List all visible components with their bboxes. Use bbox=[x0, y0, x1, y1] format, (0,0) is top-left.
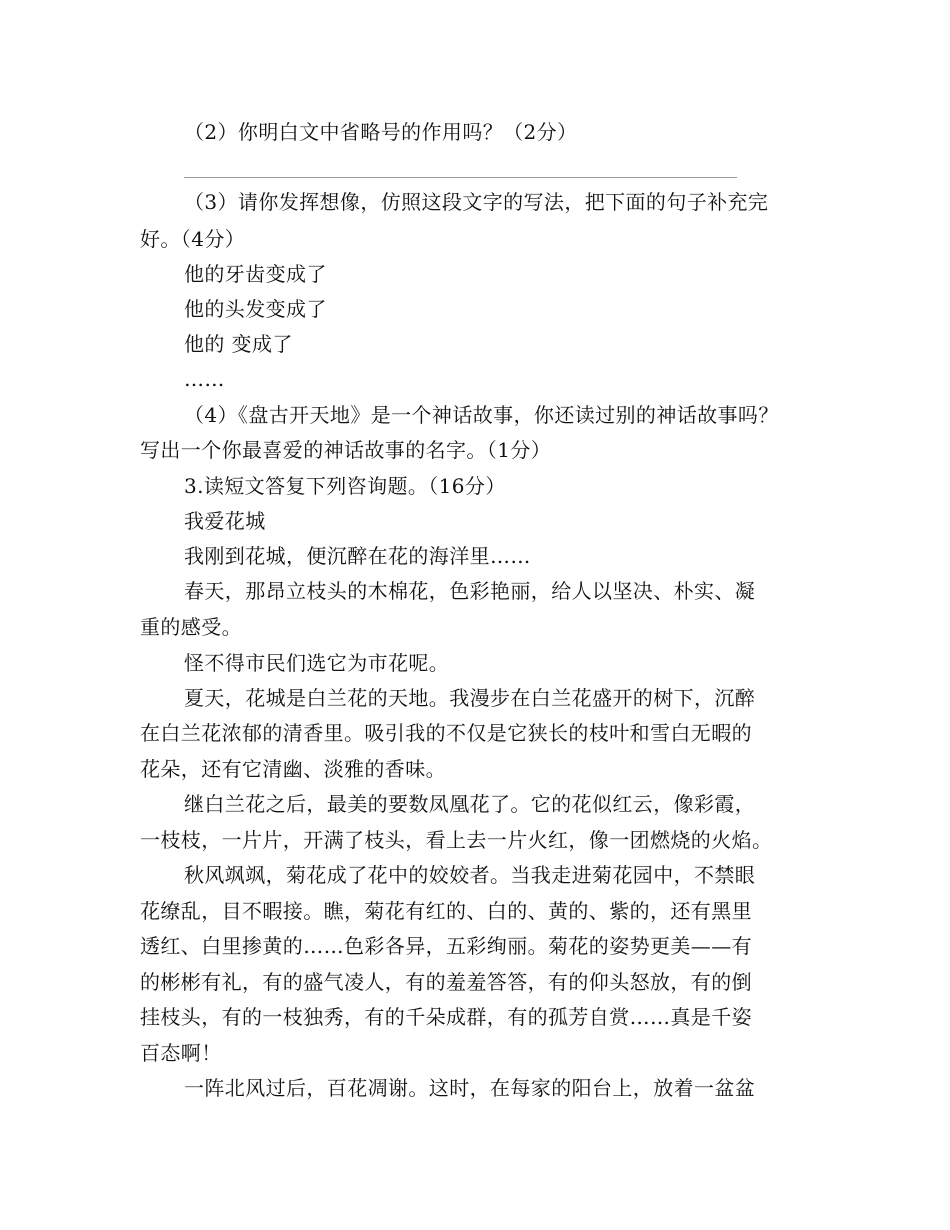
paragraph-line: 春天，那昂立枝头的木棉花，色彩艳丽，给人以坚决、朴实、凝 bbox=[184, 579, 756, 603]
question-3-cont: 好。（4分） bbox=[140, 227, 246, 251]
paragraph-line: 挂枝头，有的一枝独秀，有的千朵成群，有的孤芳自赏……真是千姿 bbox=[140, 1005, 752, 1029]
prompt-line: 他的头发变成了 bbox=[184, 297, 327, 321]
passage-title: 我爱花城 bbox=[184, 509, 266, 533]
paragraph-line: 继白兰花之后，最美的要数凤凰花了。它的花似红云，像彩霞， bbox=[184, 792, 756, 816]
paragraph-line: 百态啊！ bbox=[140, 1041, 222, 1065]
section-heading: 3.读短文答复下列咨询题。（16分） bbox=[184, 474, 506, 498]
prompt-line: 他的牙齿变成了 bbox=[184, 262, 327, 286]
paragraph-line: 在白兰花浓郁的清香里。吸引我的不仅是它狭长的枝叶和雪白无暇的 bbox=[140, 721, 752, 745]
paragraph-line: 怪不得市民们选它为市花呢。 bbox=[184, 651, 450, 675]
paragraph-line: 我刚到花城，便沉醉在花的海洋里…… bbox=[184, 544, 531, 568]
paragraph-line: 花缭乱，目不暇接。瞧，菊花有红的、白的、黄的、紫的，还有黑里 bbox=[140, 899, 752, 923]
prompt-line: 他的 变成了 bbox=[184, 332, 293, 356]
paragraph-line: 一阵北风过后，百花凋谢。这时，在每家的阳台上，放着一盆盆 bbox=[184, 1076, 756, 1100]
question-2: （2）你明白文中省略号的作用吗？（2分） bbox=[184, 120, 578, 144]
paragraph-line: 秋风飒飒，菊花成了花中的姣姣者。当我走进菊花园中，不禁眼 bbox=[184, 863, 756, 887]
question-4-cont: 写出一个你最喜爱的神话故事的名字。（1分） bbox=[140, 438, 552, 462]
answer-line bbox=[184, 177, 737, 178]
paragraph-line: 的彬彬有礼，有的盛气凌人，有的羞羞答答，有的仰头怒放，有的倒 bbox=[140, 970, 752, 994]
paragraph-line: 一枝枝，一片片，开满了枝头，看上去一片火红，像一团燃烧的火焰。 bbox=[140, 828, 773, 852]
question-3: （3）请你发挥想像，仿照这段文字的写法，把下面的句子补充完 bbox=[184, 190, 769, 214]
paragraph-line: 重的感受。 bbox=[140, 615, 242, 639]
paragraph-line: 透红、白里掺黄的……色彩各异，五彩绚丽。菊花的姿势更美——有 bbox=[140, 934, 752, 958]
question-4: （4）《盘古开天地》是一个神话故事，你还读过别的神话故事吗？ bbox=[184, 403, 779, 427]
paragraph-line: 花朵，还有它清幽、淡雅的香味。 bbox=[140, 757, 446, 781]
paragraph-line: 夏天，花城是白兰花的天地。我漫步在白兰花盛开的树下，沉醉 bbox=[184, 686, 756, 710]
ellipsis-line: …… bbox=[184, 367, 225, 391]
